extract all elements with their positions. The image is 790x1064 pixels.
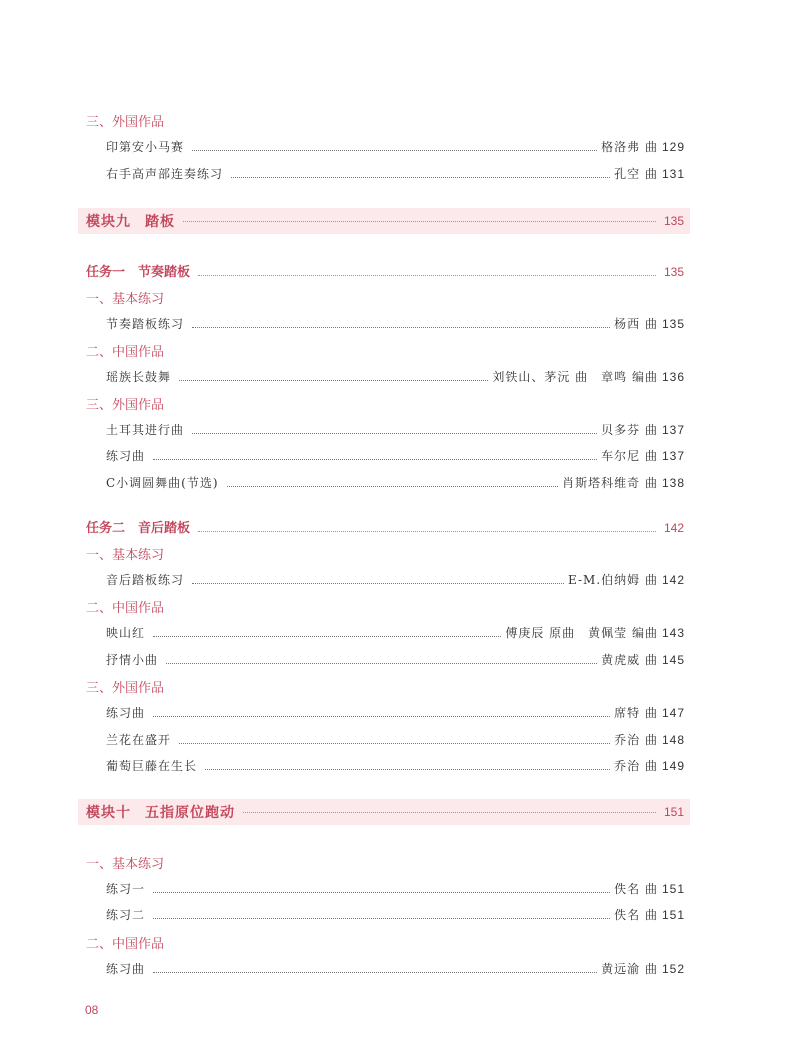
task-page: 142 <box>663 521 684 535</box>
entry-title: 练习曲 <box>106 962 146 976</box>
section-heading: 三、外国作品 <box>86 681 165 696</box>
dot-leader <box>227 486 559 487</box>
module-title: 模块九 踏板 <box>86 214 175 230</box>
dot-leader <box>179 380 488 381</box>
dot-leader <box>153 459 597 460</box>
entry-composer: 乔治 曲 <box>614 733 658 747</box>
entry-composer: 杨西 曲 <box>614 317 658 331</box>
toc-entry[interactable] <box>106 165 685 182</box>
dot-leader <box>166 663 597 664</box>
module-heading-9[interactable] <box>78 208 690 234</box>
entry-page: 129 <box>661 140 685 154</box>
dot-leader <box>198 531 656 532</box>
dot-leader <box>198 275 656 276</box>
entry-page: 148 <box>661 733 685 747</box>
toc-entry[interactable] <box>106 474 685 491</box>
entry-page: 145 <box>661 653 685 667</box>
entry-title: 印第安小马赛 <box>106 140 185 154</box>
dot-leader <box>153 972 597 973</box>
entry-composer: 黄远渝 曲 <box>601 962 658 976</box>
toc-entry[interactable] <box>106 906 685 923</box>
entry-title: 右手高声部连奏练习 <box>106 167 224 181</box>
toc-entry[interactable] <box>106 960 685 977</box>
entry-composer: 格洛弗 曲 <box>601 140 658 154</box>
entry-page: 151 <box>661 882 685 896</box>
toc-entry[interactable] <box>106 421 685 438</box>
dot-leader <box>183 221 656 222</box>
entry-page: 152 <box>661 962 685 976</box>
dot-leader <box>192 327 610 328</box>
entry-page: 151 <box>661 908 685 922</box>
task-heading-1[interactable] <box>86 261 684 280</box>
entry-title: 音后踏板练习 <box>106 573 185 587</box>
task-title: 任务二 音后踏板 <box>86 521 191 536</box>
entry-composer: E-M.伯纳姆 曲 <box>568 573 658 587</box>
toc-entry[interactable] <box>106 368 685 385</box>
entry-composer: 车尔尼 曲 <box>601 449 658 463</box>
module-page: 151 <box>663 805 684 819</box>
dot-leader <box>179 743 610 744</box>
entry-title: 葡萄巨藤在生长 <box>106 759 198 773</box>
entry-page: 131 <box>661 167 685 181</box>
page-number: 08 <box>85 1003 99 1017</box>
toc-entry[interactable] <box>106 757 685 774</box>
toc-entry[interactable] <box>106 731 685 748</box>
toc-entry[interactable] <box>106 447 685 464</box>
entry-page: 136 <box>661 370 685 384</box>
dot-leader <box>192 433 597 434</box>
entry-composer: 傅庚辰 原曲 黄佩莹 编曲 <box>505 626 658 640</box>
entry-title: 抒情小曲 <box>106 653 159 667</box>
entry-title: 练习一 <box>106 882 146 896</box>
entry-title: 练习二 <box>106 908 146 922</box>
dot-leader <box>243 812 656 813</box>
dot-leader <box>153 716 610 717</box>
entry-title: 瑶族长鼓舞 <box>106 370 172 384</box>
section-heading: 一、基本练习 <box>86 548 165 563</box>
entry-composer: 肖斯塔科维奇 曲 <box>562 476 658 490</box>
entry-page: 137 <box>661 423 685 437</box>
entry-page: 143 <box>661 626 685 640</box>
task-title: 任务一 节奏踏板 <box>86 265 191 280</box>
entry-page: 147 <box>661 706 685 720</box>
dot-leader <box>231 177 610 178</box>
task-heading-2[interactable] <box>86 517 684 536</box>
entry-composer: 席特 曲 <box>614 706 658 720</box>
entry-title: 映山红 <box>106 626 146 640</box>
entry-page: 142 <box>661 573 685 587</box>
toc-entry[interactable] <box>106 651 685 668</box>
entry-composer: 刘铁山、茅沅 曲 章鸣 编曲 <box>492 370 658 384</box>
section-heading: 一、基本练习 <box>86 857 165 872</box>
dot-leader <box>192 150 597 151</box>
section-heading: 一、基本练习 <box>86 292 165 307</box>
toc-entry[interactable] <box>106 704 685 721</box>
section-heading: 三、外国作品 <box>86 398 165 413</box>
module-heading-10[interactable] <box>78 799 690 825</box>
entry-page: 137 <box>661 449 685 463</box>
entry-composer: 佚名 曲 <box>614 882 658 896</box>
entry-title: C小调圆舞曲(节选) <box>106 476 219 490</box>
entry-title: 练习曲 <box>106 706 146 720</box>
toc-entry[interactable] <box>106 880 685 897</box>
module-title: 模块十 五指原位跑动 <box>86 805 235 821</box>
entry-composer: 孔空 曲 <box>614 167 658 181</box>
toc-entry[interactable] <box>106 624 685 641</box>
entry-title: 节奏踏板练习 <box>106 317 185 331</box>
entry-composer: 贝多芬 曲 <box>601 423 658 437</box>
dot-leader <box>192 583 564 584</box>
entry-page: 135 <box>661 317 685 331</box>
entry-page: 138 <box>661 476 685 490</box>
section-heading: 二、中国作品 <box>86 345 165 360</box>
dot-leader <box>153 892 610 893</box>
entry-title: 兰花在盛开 <box>106 733 172 747</box>
dot-leader <box>153 636 501 637</box>
module-page: 135 <box>663 214 684 228</box>
toc-entry[interactable] <box>106 138 685 155</box>
entry-title: 练习曲 <box>106 449 146 463</box>
section-heading: 三、外国作品 <box>86 115 165 130</box>
task-page: 135 <box>663 265 684 279</box>
dot-leader <box>205 769 610 770</box>
dot-leader <box>153 918 610 919</box>
entry-composer: 黄虎威 曲 <box>601 653 658 667</box>
entry-composer: 乔治 曲 <box>614 759 658 773</box>
entry-page: 149 <box>661 759 685 773</box>
entry-composer: 佚名 曲 <box>614 908 658 922</box>
section-heading: 二、中国作品 <box>86 937 165 952</box>
toc-entry[interactable] <box>106 315 685 332</box>
toc-entry[interactable] <box>106 571 685 588</box>
entry-title: 土耳其进行曲 <box>106 423 185 437</box>
section-heading: 二、中国作品 <box>86 601 165 616</box>
